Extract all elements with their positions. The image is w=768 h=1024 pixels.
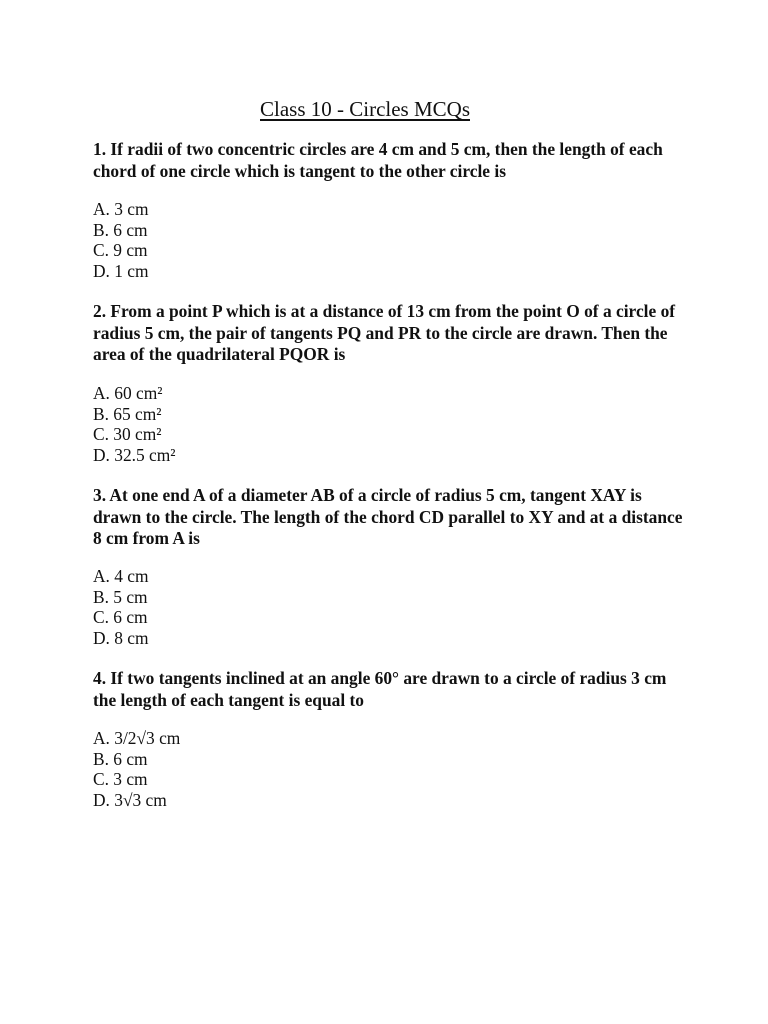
option-b: B. 5 cm [93,586,148,607]
option-b: B. 65 cm² [93,403,162,424]
option-a: A. 60 cm² [93,383,163,403]
question-1-text: 1. If radii of two concentric circles are 4 cm and 5 cm, then the length of each chord of one circle which is tangent to the other circle is [93,139,663,181]
question-3-text: 3. At one end A of a diameter AB of a circle of radius 5 cm, tangent XAY is drawn to the circle. The length of the chord CD parallel to XY and at a distance 8 cm from A is [93,485,683,548]
question-4-options [93,728,180,811]
option-a: A. 4 cm [93,566,149,586]
option-d: D. 8 cm [93,628,149,649]
page-title: Class 10 - Circles MCQs [260,97,470,121]
option-b: B. 6 cm [93,219,148,240]
option-b: B. 6 cm [93,748,148,769]
question-3-options [93,566,149,649]
question-2-options [93,383,176,466]
option-c: C. 30 cm² [93,424,162,445]
option-a: A. 3/2√3 cm [93,728,181,748]
question-4-text: 4. If two tangents inclined at an angle 60° are drawn to a circle of radius 3 cm the length of each tangent is equal to [93,668,667,710]
option-a: A. 3 cm [93,199,149,219]
option-d: D. 32.5 cm² [93,445,176,466]
question-2-text: 2. From a point P which is at a distance of 13 cm from the point O of a circle of radius 5 cm, the pair of tangents PQ and PR to the circle are drawn. Then the area of the quadrilateral PQOR is [93,301,676,364]
option-c: C. 9 cm [93,240,148,261]
option-c: C. 3 cm [93,769,148,790]
option-c: C. 6 cm [93,607,148,628]
question-1-options [93,199,149,282]
option-d: D. 1 cm [93,261,149,282]
option-d: D. 3√3 cm [93,790,167,811]
